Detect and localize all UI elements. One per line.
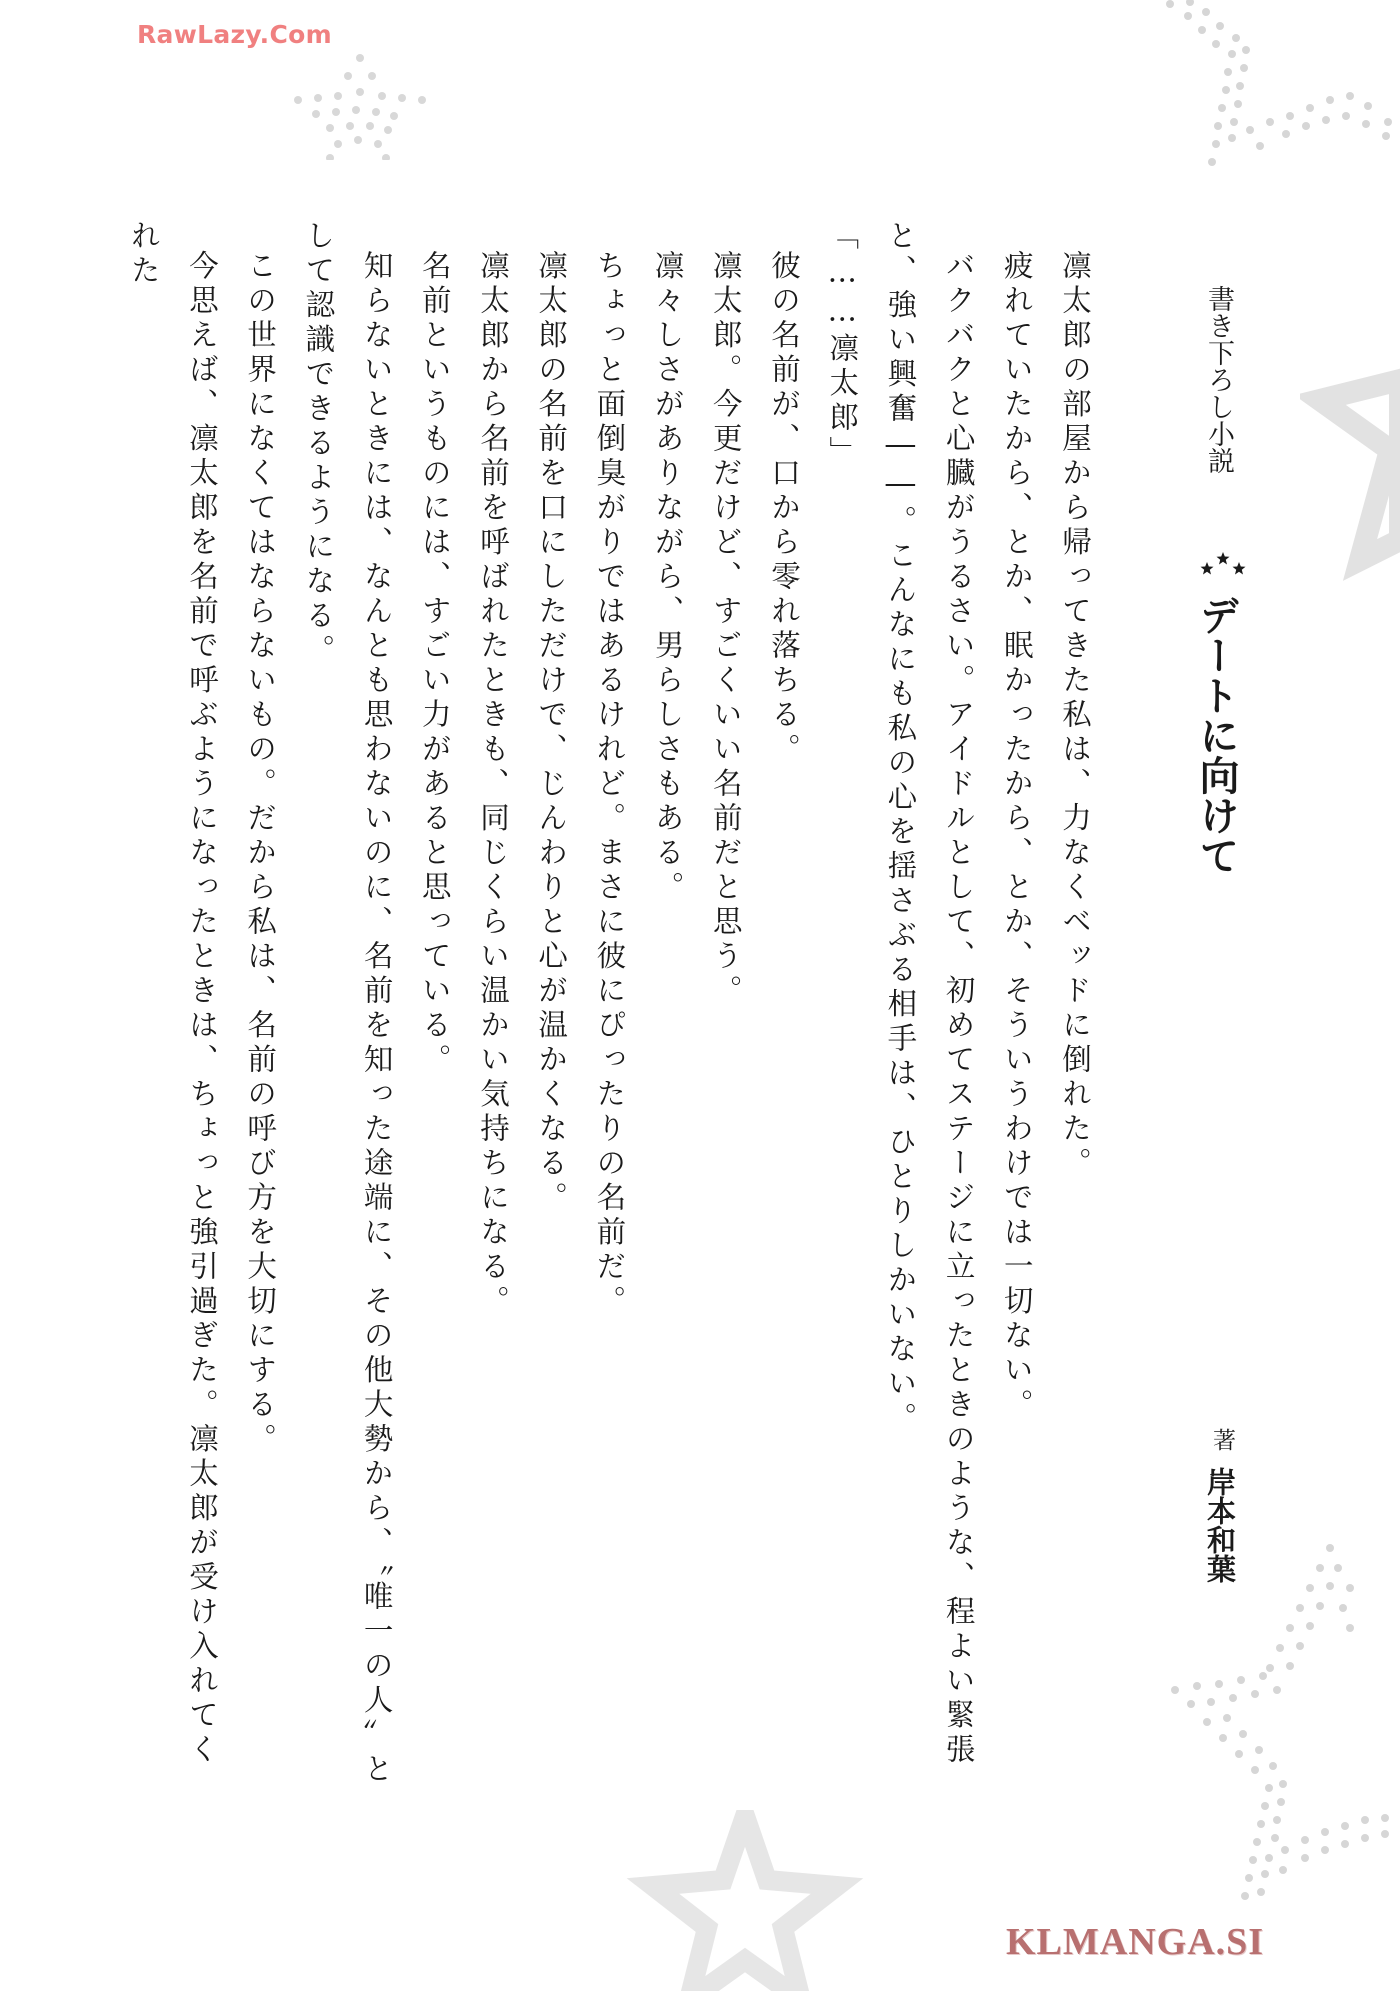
paragraph: 凛々しさがありながら、男らしさもある。 (650, 249, 685, 905)
paragraph: 凛太郎から名前を呼ばれたときも、同じくらい温かい気持ちになる。 (475, 249, 510, 1319)
watermark-rawlazy: RawLazy.Com (137, 20, 332, 49)
story-body (115, 220, 1104, 1790)
stars-icon (1200, 550, 1246, 576)
dotted-star-decoration-top (290, 40, 430, 160)
paragraph: 名前というものには、すごい力があると思っている。 (417, 249, 452, 1078)
paragraph: この世界になくてはならないもの。だから私は、名前の呼び方を大切にする。 (243, 249, 278, 1457)
author-name: 岸本和葉 (1203, 1467, 1237, 1583)
paragraph: 凛太郎の名前を口にしただけで、じんわりと心が温かくなる。 (534, 249, 569, 1216)
watermark-klmanga: KLMANGA.SI (1006, 1921, 1265, 1963)
paragraph: ちょっと面倒臭がりではあるけれど。まさに彼にぴったりの名前だ。 (592, 249, 627, 1319)
story-title: デートに向けて (1193, 595, 1239, 875)
paragraph: 知らないときには、なんとも思わないのに、名前を知った途端に、その他大勢から、〝唯一の人〟として認識できるようになる。 (301, 220, 394, 1788)
paragraph: 彼の名前が、口から零れ落ちる。 (766, 249, 801, 767)
paragraph: 凛太郎の部屋から帰ってきた私は、力なくベッドに倒れた。 (1058, 249, 1092, 1181)
paragraph: 今思えば、凛太郎を名前で呼ぶようになったときは、ちょっと強引過ぎた。凛太郎が受け入れてくれた (126, 220, 219, 1768)
paragraph: バクバクと心臓がうるさい。アイドルとして、初めてステージに立ったときのような、程よい緊張と、強い興奮――。こんなにも私の心を揺さぶる相手は、ひとりしかいない。 (883, 220, 976, 1768)
dotted-star-decoration-top-right (1160, 0, 1400, 180)
section-label: 書き下ろし小説 (1203, 285, 1234, 474)
dialogue-line: 「……凛太郎」 (825, 220, 860, 471)
dotted-star-decoration-bottom-right (1165, 1540, 1400, 1930)
outline-star-decoration-right (1300, 360, 1400, 620)
outline-star-decoration-bottom (615, 1810, 875, 1991)
paragraph: 疲れていたから、とか、眠かったから、とか、そういうわけでは一切ない。 (999, 249, 1034, 1423)
paragraph: 凛太郎。今更だけど、すごくいい名前だと思う。 (708, 249, 743, 1009)
author-label: 著 (1209, 1428, 1235, 1451)
